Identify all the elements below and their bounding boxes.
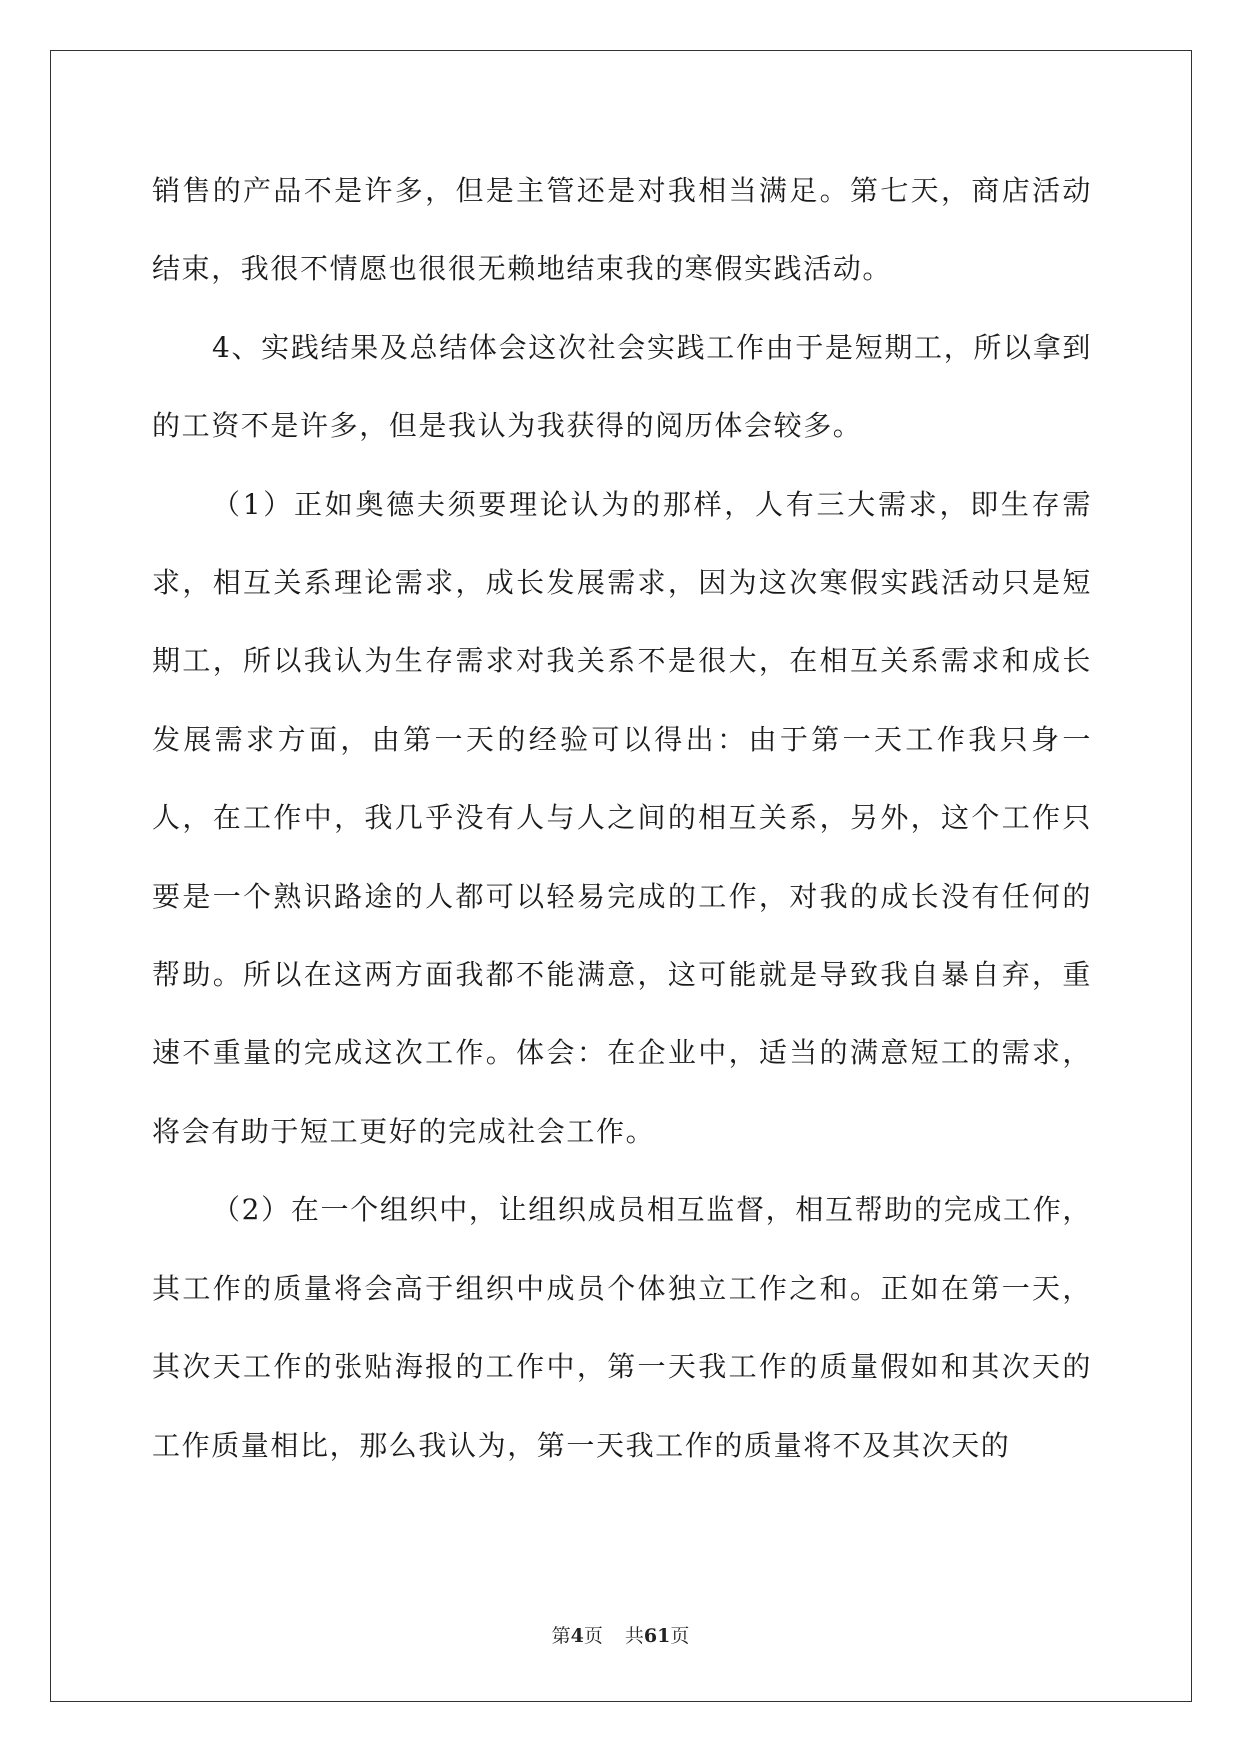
- paragraph-1: 销售的产品不是许多，但是主管还是对我相当满足。第七天，商店活动结束，我很不情愿也很很无赖地结束我的寒假实践活动。: [152, 174, 1092, 286]
- page-prefix: 第: [551, 1625, 571, 1647]
- page-footer: [0, 1624, 1241, 1648]
- page-current: 4: [570, 1625, 584, 1647]
- paragraph-4: （2）在一个组织中，让组织成员相互监督，相互帮助的完成工作，其工作的质量将会高于组织中成员个体独立工作之和。正如在第一天，其次天工作的张贴海报的工作中，第一天我工作的质量假如和其次天的工作质量相比，那么我认为，第一天我工作的质量将不及其次天的: [152, 1193, 1092, 1462]
- page-total: 61: [643, 1625, 671, 1647]
- total-prefix: 共: [624, 1625, 644, 1647]
- paragraph-2: 4、实践结果及总结体会这次社会实践工作由于是短期工，所以拿到的工资不是许多，但是我认为我获得的阅历体会较多。: [152, 330, 1092, 443]
- page-suffix: 页: [583, 1625, 603, 1647]
- document-body: [152, 152, 1092, 1485]
- total-suffix: 页: [670, 1625, 690, 1647]
- paragraph-3: （1）正如奥德夫须要理论认为的那样，人有三大需求，即生存需求，相互关系理论需求，成长发展需求，因为这次寒假实践活动只是短期工，所以我认为生存需求对我关系不是很大，在相互关系需求和成长发展需求方面，由第一天的经验可以得出：由于第一天工作我只身一人，在工作中，我几乎没有人与人之间的相互关系，另外，这个工作只要是一个熟识路途的人都可以轻易完成的工作，对我的成长没有任何的帮助。所以在这两方面我都不能满意，这可能就是导致我自暴自弃，重速不重量的完成这次工作。体会：在企业中，适当的满意短工的需求，将会有助于短工更好的完成社会工作。: [152, 487, 1092, 1148]
